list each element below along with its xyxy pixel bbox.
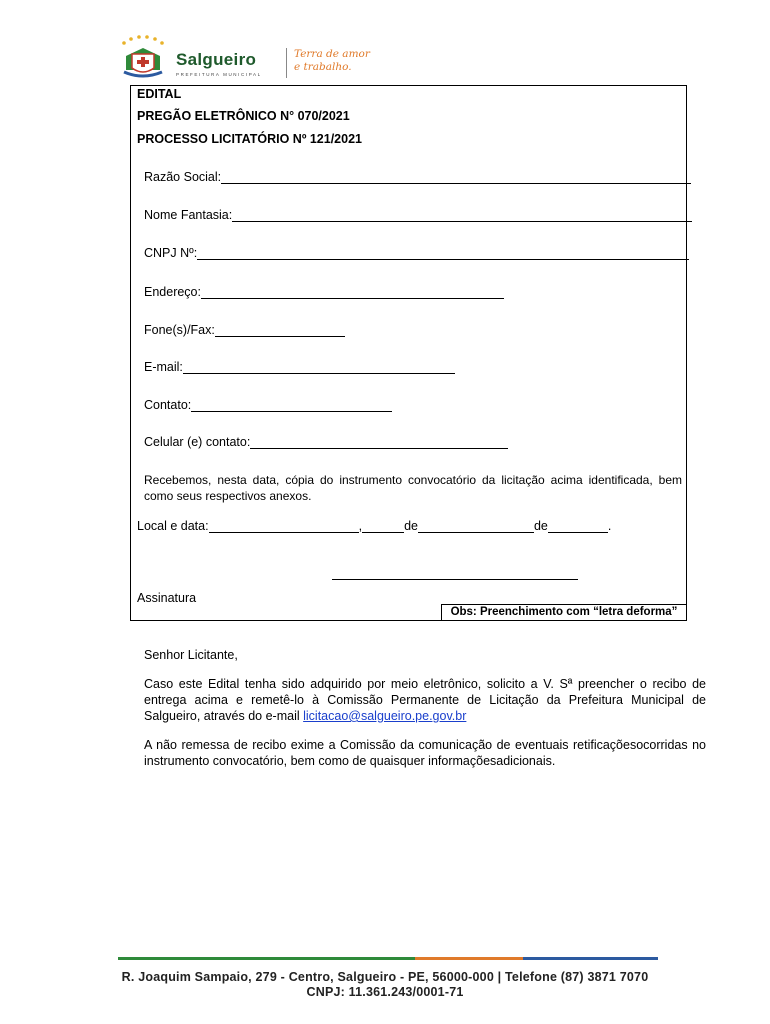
celular-label: Celular (e) contato: (144, 435, 251, 449)
local-data-label: Local e data: (137, 519, 209, 533)
instructions-paragraph (144, 676, 706, 724)
endereco-label: Endereço: (144, 285, 201, 299)
logo-slogan (294, 48, 370, 74)
period-text: . (607, 519, 612, 533)
signature-line[interactable] (332, 579, 578, 580)
fone-fax-field[interactable] (144, 323, 345, 337)
pregao-number: PREGÃO ELETRÔNICO N° 070/2021 (137, 109, 350, 123)
email-label: E-mail: (144, 360, 183, 374)
prefeitura-logo (118, 34, 408, 82)
obs-note: Obs: Preenchimento com “letra deforma” (441, 604, 687, 621)
processo-number: PROCESSO LICITATÓRIO Nº 121/2021 (137, 132, 362, 146)
logo-subtitle: PREFEITURA MUNICIPAL (176, 72, 262, 77)
nome-fantasia-label: Nome Fantasia: (144, 208, 233, 222)
cnpj-label: CNPJ Nº: (144, 246, 198, 260)
comma-text: , (358, 519, 363, 533)
assinatura-label: Assinatura (137, 591, 197, 605)
footer-cnpj: CNPJ: 11.361.243/0001-71 (306, 985, 464, 999)
email-link[interactable]: licitacao@salgueiro.pe.gov.br (303, 709, 467, 723)
receipt-form-box (130, 85, 687, 621)
fone-fax-label: Fone(s)/Fax: (144, 323, 215, 337)
nome-fantasia-line[interactable] (232, 210, 692, 222)
endereco-line[interactable] (201, 287, 504, 299)
cnpj-line[interactable] (197, 248, 689, 260)
instructions-text: Caso este Edital tenha sido adquirido por meio eletrônico, solicito a V. Sª preencher o recibo de entrega acima e remetê-lo à Comissão Permanente de Licitação da Prefeitura Municipal de Salgueiro, através do e-mail (144, 677, 706, 723)
footer-address: R. Joaquim Sampaio, 279 - Centro, Salgueiro - PE, 56000-000 | Telefone (87) 3871 7070 (121, 970, 649, 984)
local-data-field[interactable] (137, 519, 611, 533)
fone-fax-line[interactable] (215, 325, 345, 337)
cnpj-field[interactable] (144, 246, 689, 260)
celular-line[interactable] (250, 437, 508, 449)
greeting: Senhor Licitante, (144, 648, 238, 662)
form-title: EDITAL (137, 87, 182, 101)
contato-field[interactable] (144, 398, 392, 412)
razao-social-line[interactable] (221, 172, 691, 184)
celular-field[interactable] (144, 435, 508, 449)
contato-line[interactable] (191, 400, 392, 412)
de-text-1: de (404, 519, 418, 533)
endereco-field[interactable] (144, 285, 504, 299)
razao-social-label: Razão Social: (144, 170, 222, 184)
email-field[interactable] (144, 360, 455, 374)
receipt-statement: Recebemos, nesta data, cópia do instrumento convocatório da licitação acima identificada, bem como seus respectivos anexos. (144, 473, 682, 503)
razao-social-field[interactable] (144, 170, 691, 184)
year-line[interactable] (548, 521, 608, 533)
salgueiro-emblem-icon (118, 34, 168, 80)
email-line[interactable] (183, 362, 455, 374)
notice-paragraph: A não remessa de recibo exime a Comissão da comunicação de eventuais retificaçõesocorridas no instrumento convocatório, bem como de quaisquer informaçõesadicionais. (144, 738, 706, 768)
day-line[interactable] (362, 521, 404, 533)
slogan-line-2: e trabalho. (294, 61, 352, 73)
footer-color-bar (118, 957, 658, 960)
local-line[interactable] (209, 521, 359, 533)
logo-divider (286, 48, 287, 78)
contato-label: Contato: (144, 398, 192, 412)
nome-fantasia-field[interactable] (144, 208, 692, 222)
de-text-2: de (533, 519, 548, 533)
logo-name: Salgueiro (176, 50, 257, 69)
month-line[interactable] (418, 521, 534, 533)
slogan-line-1: Terra de amor (294, 48, 370, 60)
